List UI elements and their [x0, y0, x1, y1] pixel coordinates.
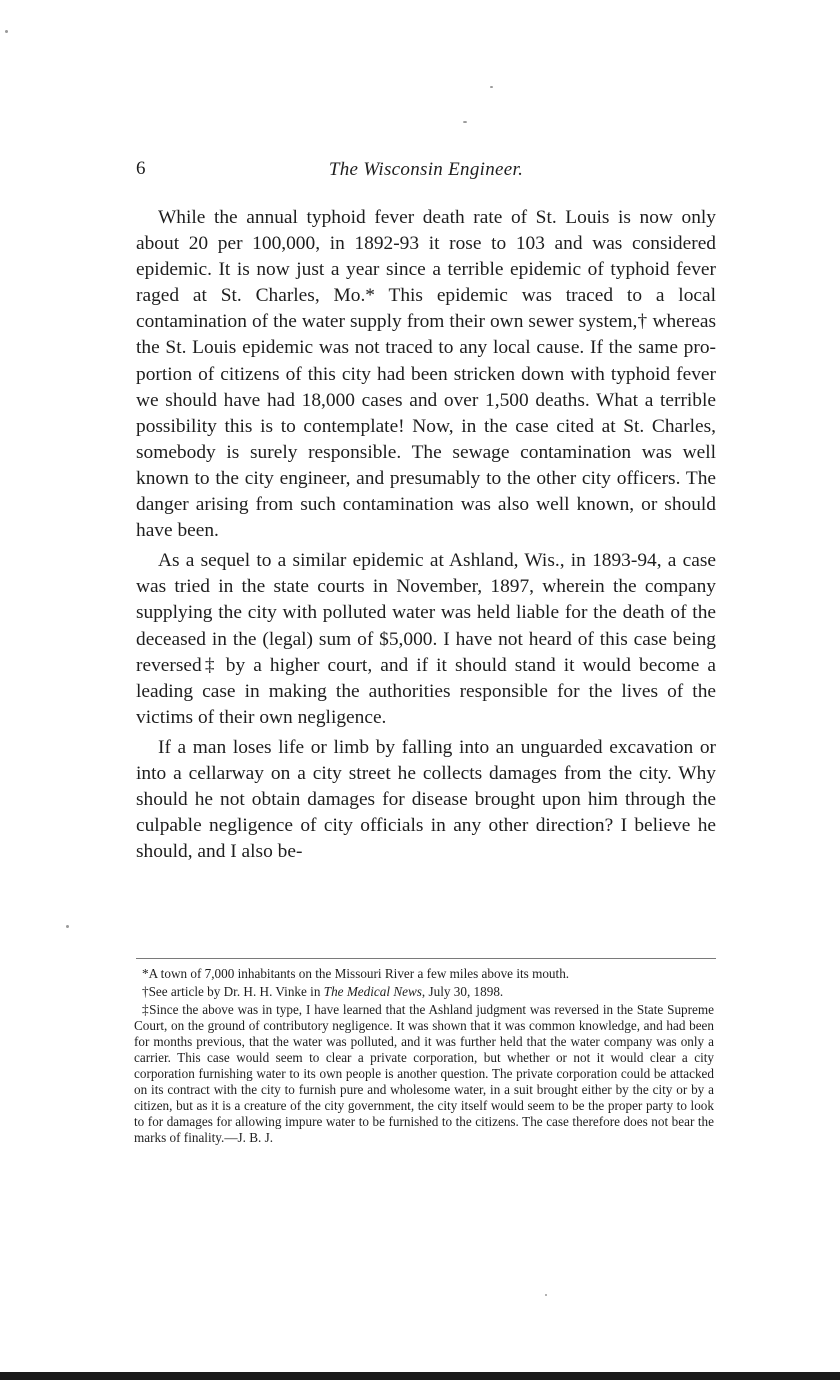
paragraph: If a man loses life or limb by falling into an unguarded excavation or into a cellarway on a city street he collects damages from the city. Why should he not obtain damages for disease brought upon him through the culpable negligence of city officials in any other direction? I believe he should, and I also be- — [136, 736, 716, 863]
page-number: 6 — [136, 158, 146, 179]
footnote-asterisk: *A town of 7,000 inhabitants on the Missouri River a few miles above its mouth. — [142, 966, 570, 981]
scan-edge — [0, 1372, 840, 1380]
footnote-dagger-suffix: , July 30, 1898. — [421, 984, 504, 1000]
scan-speck — [5, 30, 8, 33]
footnote-double-dagger: ‡Since the above was in type, I have learned that the Ashland judgment was reversed in the State Supreme Court, on the ground of contributory negligence. It was shown that it was common knowledge, and had been for months previous, that the water was polluted, and it was further held that the water company was only a carrier. This case would seem to clear a private corporation, but whether or not it would clear a city corporation furnishing water to its own people is another question. The private corporation could be attacked on its contract with the city to furnish pure and wholesome water, in a suit brought either by the city or by a citizen, but as it is a creature of the city government, the city itself would seem to be the proper party to look to for damages for allowing impure water to be furnished to the citizens. The case therefore does not bear the marks of finality.—J. B. J. — [134, 1002, 714, 1146]
footnote-dagger-prefix: †See article by Dr. H. H. Vinke in — [142, 984, 324, 1000]
journal-title: The Wisconsin Engineer. — [328, 159, 524, 180]
paragraph: While the annual typhoid fever death rate of St. Louis is now only about 20 per 100,000, in 1892-93 it rose to 103 and was considered epidemic. It is now just a year since a terrible epidemic of typhoid fever raged at St. Charles, Mo.* This epidemic was traced to a local contamination of the water supply from their own sewer system,† whereas the St. Louis epidemic was not traced to any local cause. If the same proportion of citizens of this city had been stricken down with typhoid fever we should have had 18,000 cases and over 1,500 deaths. What a terrible possibility this is to contemplate! Now, in the case cited at St. Charles, somebody is surely responsible. The sewage contamination was well known to the city engineer, and presumably to the other city officers. The danger arising from such contamination was also well known, or should have been. — [136, 207, 716, 542]
cited-journal: The Medical News — [323, 984, 422, 1000]
paragraph: As a sequel to a similar epidemic at Ashland, Wis., in 1893-94, a case was tried in the state courts in November, 1897, wherein the company supplying the city with polluted water was held liable for the death of the deceased in the (legal) sum of $5,000. I have not heard of this case being reversed‡ by a higher court, and if it should stand it would become a leading case in making the authorities responsible for the lives of the victims of their own negligence. — [136, 550, 716, 728]
footnote-divider — [136, 958, 716, 959]
scan-speck — [66, 925, 69, 928]
scan-speck — [463, 121, 467, 123]
article-body — [136, 205, 716, 865]
footnote-dagger — [134, 984, 714, 1000]
scan-speck — [490, 86, 493, 88]
scan-speck — [545, 1294, 547, 1296]
footnotes — [134, 966, 714, 1147]
